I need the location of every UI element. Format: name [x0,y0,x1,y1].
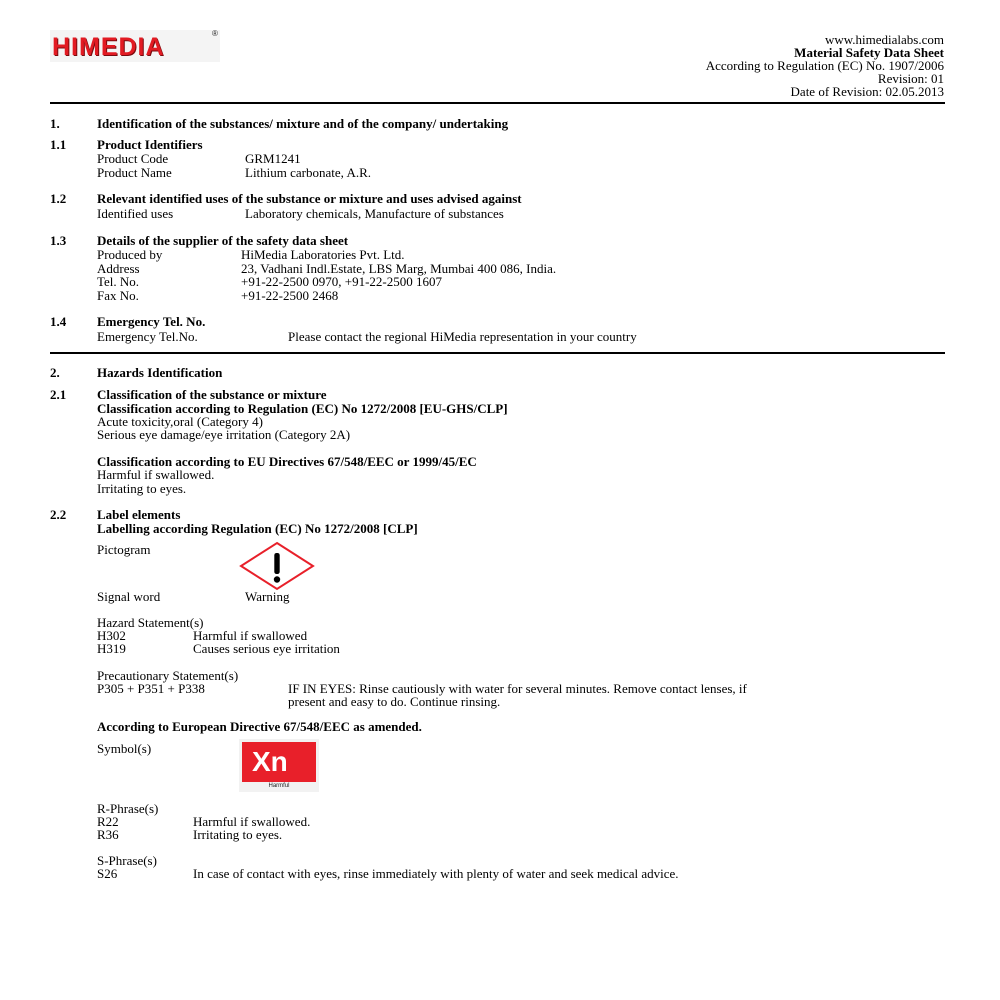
hazard-code: H319 [97,641,126,656]
section-2-number: 2. [50,365,60,380]
precautionary-text-line1: IF IN EYES: Rinse cautiously with water for several minutes. Remove contact lenses, if [288,681,747,696]
hazard-text: Causes serious eye irritation [193,641,340,656]
eu-classification-item: Irritating to eyes. [97,481,187,496]
section-1-number: 1. [50,116,60,131]
signal-word-value: Warning [245,589,290,604]
product-name-label: Product Name [97,165,172,180]
emergency-tel-label: Emergency Tel.No. [97,329,198,344]
r-phrase-text: Irritating to eyes. [193,827,283,842]
product-code-value: GRM1241 [245,151,301,166]
emergency-tel-value: Please contact the regional HiMedia representation in your country [288,329,637,344]
address-label: Address [97,261,140,276]
logo-text: HIMEDIA [52,33,165,61]
section-1-1-number: 1.1 [50,137,67,152]
hazard-text: Harmful if swallowed [193,628,308,643]
r-phrase-code: R22 [97,814,119,829]
registered-mark: ® [212,29,218,38]
hazard-statements-title: Hazard Statement(s) [97,615,204,630]
european-directive-title: According to European Directive 67/548/EEC as amended. [97,719,422,734]
section-1-3-title: Details of the supplier of the safety data sheet [97,233,349,248]
section-1-2-title: Relevant identified uses of the substance or mixture and uses advised against [97,191,522,206]
revision-date: Date of Revision: 02.05.2013 [790,84,944,99]
address-value: 23, Vadhani Indl.Estate, LBS Marg, Mumbai 400 086, India. [241,261,557,276]
precautionary-code: P305 + P351 + P338 [97,681,205,696]
section-2-title: Hazards Identification [97,365,223,380]
revision-number: Revision: 01 [877,71,944,86]
r-phrase-text: Harmful if swallowed. [193,814,311,829]
s-phrase-code: S26 [97,866,118,881]
precautionary-text-line2: present and easy to do. Continue rinsing. [288,694,501,709]
s-phrase-text: In case of contact with eyes, rinse immediately with plenty of water and seek medical advice. [193,866,679,881]
eu-classification-title: Classification according to EU Directives 67/548/EEC or 1999/45/EC [97,454,477,469]
section-1-3-number: 1.3 [50,233,67,248]
product-name-value: Lithium carbonate, A.R. [245,165,372,180]
fax-value: +91-22-2500 2468 [241,288,339,303]
produced-by-value: HiMedia Laboratories Pvt. Ltd. [241,247,405,262]
section-1-4-title: Emergency Tel. No. [97,314,206,329]
xn-symbol-text: Xn [252,746,288,777]
harmful-xn-icon [239,739,319,792]
header-divider [50,102,945,104]
regulation-reference: According to Regulation (EC) No. 1907/2006 [705,58,944,73]
s-phrases-title: S-Phrase(s) [97,853,157,868]
clp-classification-item: Acute toxicity,oral (Category 4) [97,414,263,429]
section-1-1-title: Product Identifiers [97,137,203,152]
clp-classification-title: Classification according to Regulation (EC) No 1272/2008 [EU-GHS/CLP] [97,401,508,416]
produced-by-label: Produced by [97,247,163,262]
exclamation-mark-diamond-icon [239,541,315,591]
symbol-label: Symbol(s) [97,741,152,756]
section-2-2-number: 2.2 [50,507,67,522]
doc-title: Material Safety Data Sheet [794,45,944,60]
himedia-logo [50,30,220,62]
tel-value: +91-22-2500 0970, +91-22-2500 1607 [241,274,442,289]
labelling-title: Labelling according Regulation (EC) No 1272/2008 [CLP] [97,521,418,536]
section-2-2-title: Label elements [97,507,181,522]
tel-label: Tel. No. [97,274,140,289]
section-2-1-number: 2.1 [50,387,67,402]
section-1-title: Identification of the substances/ mixture and of the company/ undertaking [97,116,509,131]
eu-classification-item: Harmful if swallowed. [97,467,215,482]
identified-uses-label: Identified uses [97,206,174,221]
xn-symbol-caption: Harmful [268,783,290,789]
section-1-2-number: 1.2 [50,191,67,206]
clp-classification-item: Serious eye damage/eye irritation (Category 2A) [97,427,351,442]
section-2-1-title: Classification of the substance or mixture [97,387,327,402]
precautionary-statements-title: Precautionary Statement(s) [97,668,239,683]
section-divider [50,352,945,354]
signal-word-label: Signal word [97,589,161,604]
xn-symbol-background [242,742,316,782]
hazard-code: H302 [97,628,126,643]
product-code-label: Product Code [97,151,169,166]
r-phrase-code: R36 [97,827,119,842]
identified-uses-value: Laboratory chemicals, Manufacture of substances [245,206,504,221]
fax-label: Fax No. [97,288,139,303]
r-phrases-title: R-Phrase(s) [97,801,159,816]
section-1-4-number: 1.4 [50,314,67,329]
website-url: www.himedialabs.com [824,32,944,47]
pictogram-label: Pictogram [97,542,151,557]
